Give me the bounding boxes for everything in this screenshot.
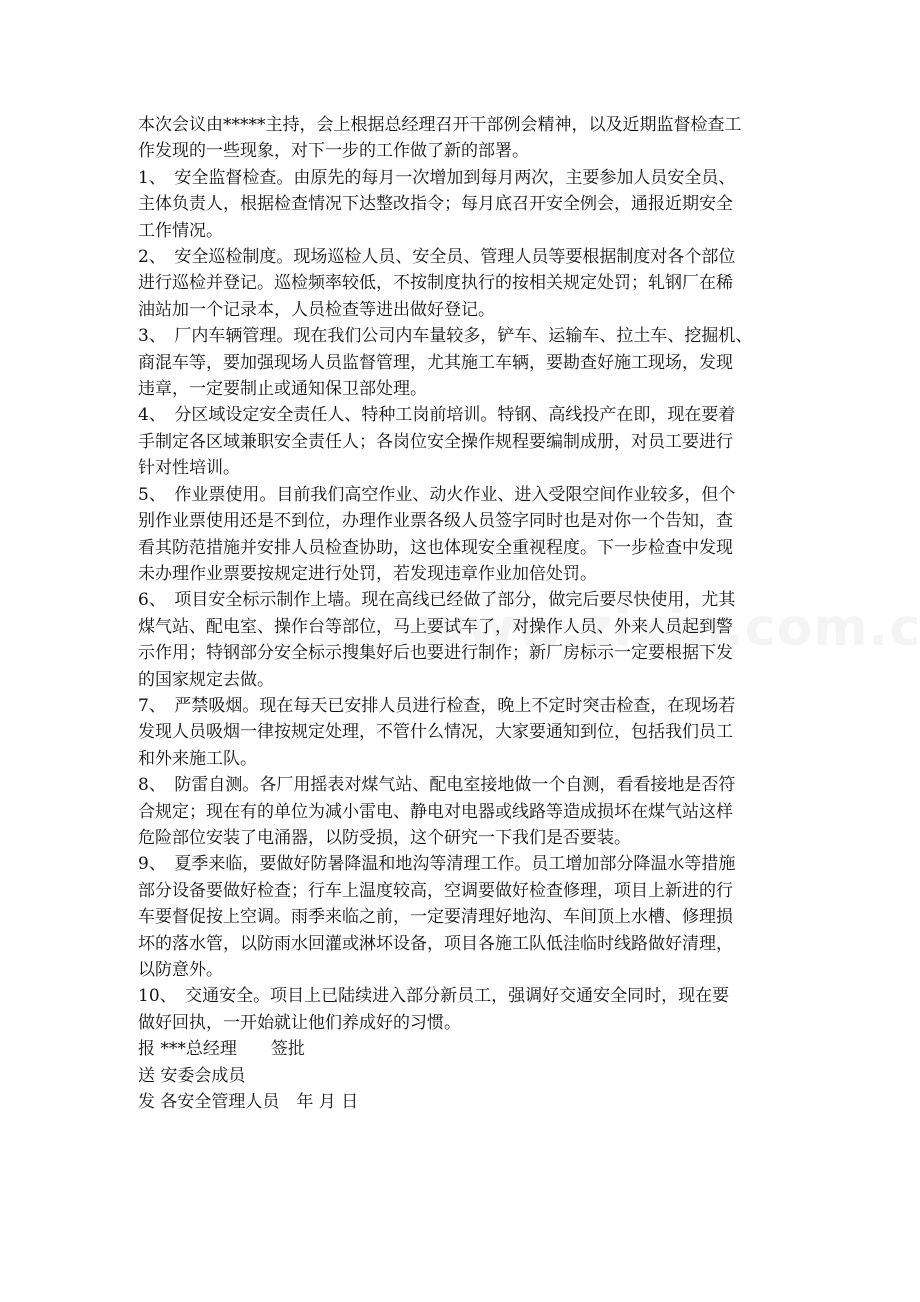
text-line: 车要督促按上空调。雨季来临之前，一定要清理好地沟、车间顶上水槽、修理损	[138, 907, 733, 928]
text-line: 违章，一定要制止或通知保卫部处理。	[138, 379, 427, 400]
text-line: 3、 厂内车辆管理。现在我们公司内车量较多，铲车、运输车、拉土车、挖掘机、	[138, 326, 753, 347]
text-line: 煤气站、配电室、操作台等部位，马上要试车了，对操作人员、外来人员起到警	[138, 616, 733, 637]
text-line: 10、 交通安全。项目上已陆续进入部分新员工，强调好交通安全同时，现在要	[138, 986, 730, 1007]
text-line: 看其防范措施并安排人员检查协助，这也体现安全重视程度。下一步检查中发现	[138, 537, 733, 558]
text-line: 工作情况。	[138, 220, 223, 241]
text-line: 8、 防雷自测。各厂用摇表对煤气站、配电室接地做一个自测，看看接地是否符	[138, 775, 736, 796]
text-line: 本次会议由*****主持，会上根据总经理召开干部例会精神，以及近期监督检查工	[138, 115, 742, 135]
text-line: 主体负责人，根据检查情况下达整改指令；每月底召开安全例会，通报近期安全	[138, 194, 733, 215]
text-line: 部分设备要做好检查；行车上温度较高，空调要做好检查修理，项目上新进的行	[138, 880, 733, 901]
text-line: 针对性培训。	[138, 458, 240, 479]
text-line: 示作用；特钢部分安全标示搜集好后也要进行制作；新厂房标示一定要根据下发	[138, 643, 733, 664]
text-line: 商混车等，要加强现场人员监督管理，尤其施工车辆，要勘查好施工现场，发现	[138, 352, 733, 373]
text-line: 和外来施工队。	[138, 748, 257, 769]
text-line: 坏的落水管，以防雨水回灌或淋坏设备，项目各施工队低洼临时线路做好清理，	[138, 933, 733, 954]
signoff-report-line: 报 ***总经理 签批	[138, 1039, 305, 1060]
text-line: 发现人员吸烟一律按规定处理，不管什么情况，大家要通知到位，包括我们员工	[138, 722, 733, 743]
text-line: 未办理作业票要按规定进行处罚，若发现违章作业加倍处罚。	[138, 563, 597, 584]
text-line: 的国家规定去做。	[138, 669, 274, 690]
document-body	[138, 112, 784, 1115]
text-line: 作发现的一些现象，对下一步的工作做了新的部署。	[138, 141, 529, 162]
text-line: 手制定各区域兼职安全责任人；各岗位安全操作规程要编制成册，对员工要进行	[138, 431, 733, 452]
text-line: 危险部位安装了电涌器，以防受损，这个研究一下我们是否要装。	[138, 827, 631, 848]
signoff-send-line: 送 安委会成员	[138, 1065, 246, 1086]
text-line: 进行巡检并登记。巡检频率较低，不按制度执行的按相关规定处罚；轧钢厂在稀	[138, 273, 733, 294]
text-line: 合规定；现在有的单位为减小雷电、静电对电器或线路等造成损坏在煤气站这样	[138, 801, 733, 822]
text-line: 1、 安全监督检查。由原先的每月一次增加到每月两次，主要参加人员安全员、	[138, 167, 736, 188]
text-line: 7、 严禁吸烟。现在每天已安排人员进行检查，晚上不定时突击检查，在现场若	[138, 695, 736, 716]
text-line: 4、 分区域设定安全责任人、特种工岗前培训。特钢、高线投产在即，现在要着	[138, 405, 736, 426]
text-line: 以防意外。	[138, 960, 223, 980]
text-line: 油站加一个记录本，人员检查等进出做好登记。	[138, 299, 495, 320]
text-line: 做好回执，一开始就让他们养成好的习惯。	[138, 1012, 461, 1033]
text-line: 9、 夏季来临，要做好防暑降温和地沟等清理工作。员工增加部分降温水等措施	[138, 854, 736, 875]
text-line: 6、 项目安全标示制作上墙。现在高线已经做了部分，做完后要尽快使用，尤其	[138, 590, 736, 611]
signoff-issue-line: 发 各安全管理人员 年 月 日	[138, 1092, 359, 1113]
text-line: 5、 作业票使用。目前我们高空作业、动火作业、进入受限空间作业较多，但个	[138, 484, 736, 505]
text-line: 2、 安全巡检制度。现场巡检人员、安全员、管理人员等要根据制度对各个部位	[138, 247, 736, 268]
text-line: 别作业票使用还是不到位，办理作业票各级人员签字同时也是对你一个告知，查	[138, 511, 733, 532]
